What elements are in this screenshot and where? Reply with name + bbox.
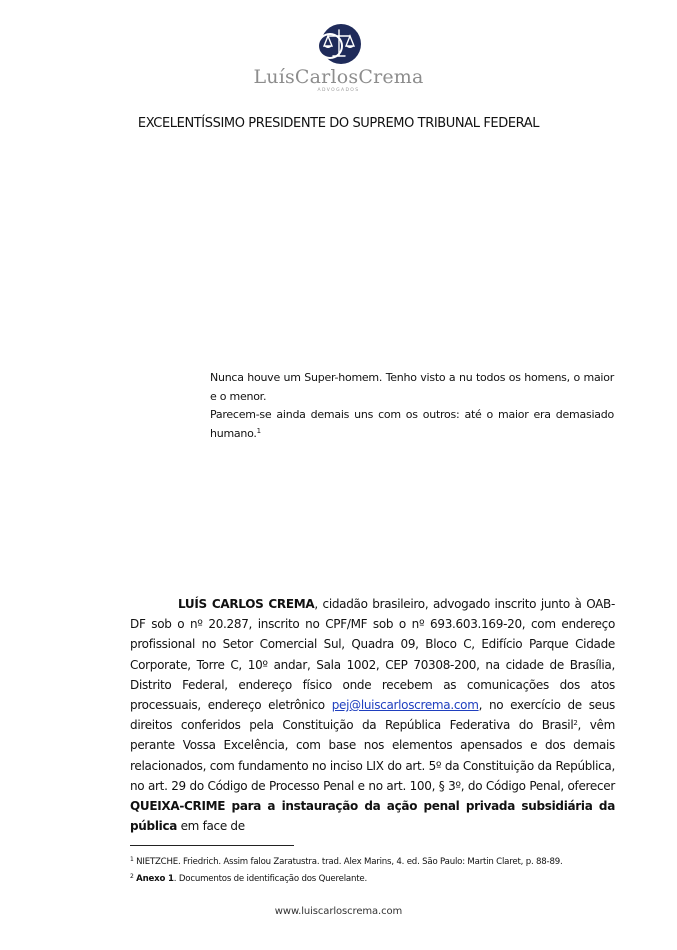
logo-wordmark: LuísCarlosCrema <box>253 66 424 88</box>
footnote-ref-1[interactable]: 1 <box>256 426 261 435</box>
footer-website[interactable]: www.luiscarloscrema.com <box>274 906 403 917</box>
epigraph-line-2-text: Parecem-se ainda demais uns com os outros: até o maior era demasiado humano. <box>210 408 614 440</box>
petition-paragraph <box>130 594 615 836</box>
letterhead-logo <box>0 22 677 94</box>
footnote-1-text: NIETZCHE. Friedrich. Assim falou Zaratustra. trad. Alex Marins, 4. ed. São Paulo: Martin Claret, p. 88-89. <box>133 857 563 867</box>
body-text-part-4: em face de <box>177 819 245 834</box>
body-text-part-3: , vêm perante Vossa Excelência, com base nos elementos apensados e dos demais relacionados, com fundamento no inciso LIX do art. 5º da Constituição da República, no art. 29 do Código de Processo Penal e no art. 100, § 3º, do Código Penal, oferecer <box>130 718 615 793</box>
epigraph-line-1-text: Nunca houve um Super-homem. Tenho visto a nu todos os homens, o maior e o menor. <box>210 371 614 403</box>
footnote-ref-2[interactable]: 2 <box>573 719 578 728</box>
footnote-1 <box>130 854 620 871</box>
body-text-part-2: , no exercício de seus direitos conferidos pela Constituição da República Federativa do Brasil <box>130 698 615 733</box>
epigraph-line-1 <box>210 369 614 406</box>
footnotes <box>130 854 620 888</box>
footnote-2-annex: Anexo 1 <box>136 874 174 884</box>
footnote-1-number: 1 <box>130 856 134 863</box>
footnote-divider <box>130 845 294 846</box>
footnote-2 <box>130 871 620 888</box>
footnote-2-text: . Documentos de identificação dos Querelante. <box>173 874 367 884</box>
footnote-2-number: 2 <box>130 873 134 880</box>
logo-subtitle: ADVOGADOS <box>317 88 360 93</box>
body-text-part-1: , cidadão brasileiro, advogado inscrito junto à OAB-DF sob o nº 20.287, inscrito no CPF/MF sob o nº 693.603.169-20, com endereço profissional no Setor Comercial Sul, Quadra 09, Bloco C, Edifício Parque Cidade Corporate, Torre C, 10º andar, Sala 1002, CEP 70308-200, na cidade de Brasília, Distrito Federal, endereço físico onde recebem as comunicações dos atos processuais, endereço eletrônico <box>130 597 615 713</box>
action-title: QUEIXA-CRIME para a instauração da ação penal privada subsidiária da pública <box>130 799 615 834</box>
addressee-heading: EXCELENTÍSSIMO PRESIDENTE DO SUPREMO TRIBUNAL FEDERAL <box>137 116 540 131</box>
epigraph-line-2 <box>210 406 614 443</box>
petitioner-name: LUÍS CARLOS CREMA <box>178 597 315 611</box>
scales-of-justice-logo-icon <box>317 22 361 66</box>
email-link[interactable]: pej@luiscarloscrema.com <box>331 698 479 713</box>
epigraph-quote <box>210 369 614 443</box>
